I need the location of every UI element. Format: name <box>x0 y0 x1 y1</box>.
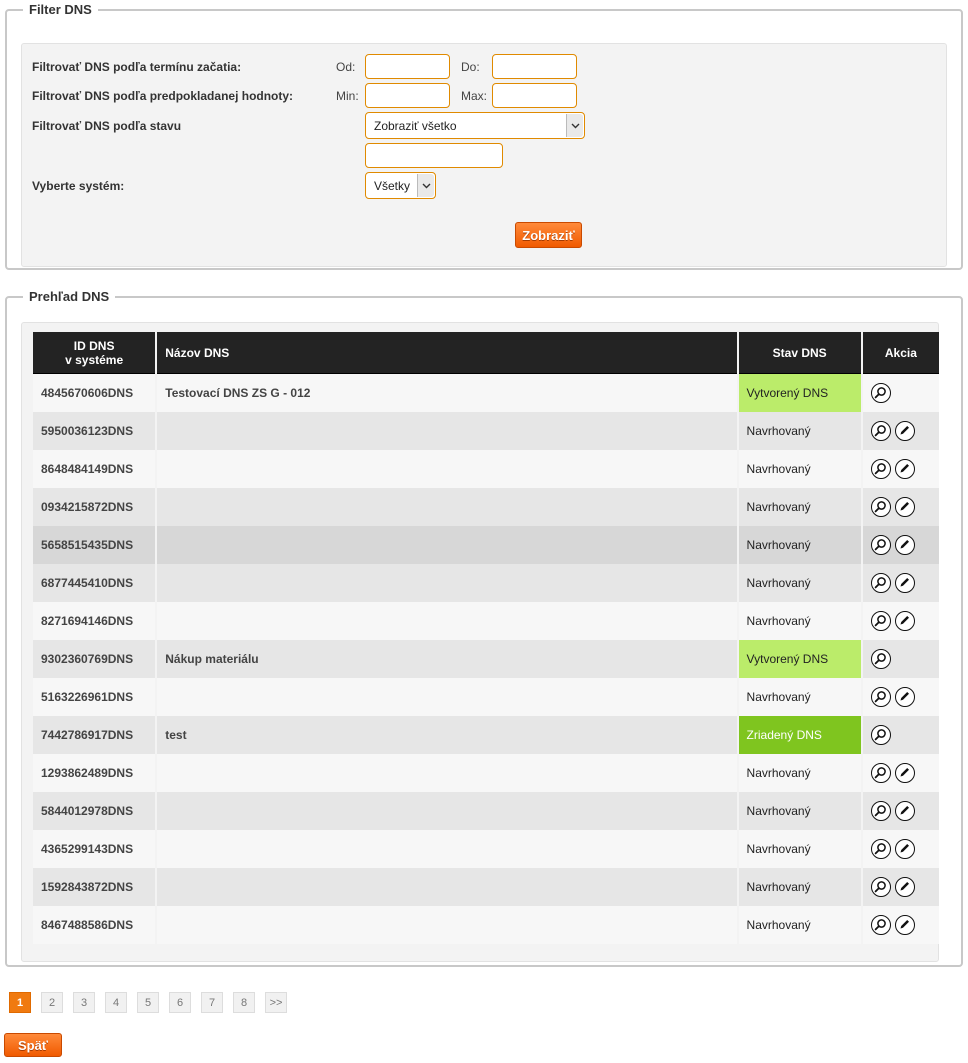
overview-panel <box>5 289 963 967</box>
column-header-state[interactable]: Stav DNS <box>739 332 861 374</box>
dns-id-cell: 9302360769DNS <box>33 640 155 678</box>
action-cell <box>863 716 939 754</box>
state-select[interactable] <box>365 112 585 139</box>
pencil-icon[interactable] <box>895 497 915 517</box>
magnifier-icon[interactable] <box>871 801 891 821</box>
table-row <box>33 792 939 830</box>
dns-table <box>31 332 941 944</box>
min-value-input[interactable] <box>365 83 450 108</box>
table-row <box>33 754 939 792</box>
action-cell <box>863 754 939 792</box>
dns-state-cell: Navrhovaný <box>739 792 861 830</box>
back-button[interactable]: Späť <box>4 1033 62 1057</box>
action-cell <box>863 640 939 678</box>
filter-value-label: Filtrovať DNS podľa predpokladanej hodnoty: <box>32 89 294 103</box>
page-1-link[interactable]: 1 <box>9 992 31 1013</box>
pencil-icon[interactable] <box>895 877 915 897</box>
overview-table-wrap <box>21 322 939 962</box>
dns-name-cell <box>157 754 736 792</box>
dns-name-cell <box>157 526 736 564</box>
filter-legend: Filter DNS <box>29 2 92 17</box>
action-cell <box>863 374 939 412</box>
dns-name-cell <box>157 602 736 640</box>
magnifier-icon[interactable] <box>871 725 891 745</box>
table-row <box>33 678 939 716</box>
magnifier-icon[interactable] <box>871 649 891 669</box>
dns-name-cell <box>157 488 736 526</box>
dns-id-cell: 5844012978DNS <box>33 792 155 830</box>
extra-filter-input[interactable] <box>365 143 503 168</box>
page-5-link[interactable]: 5 <box>137 992 159 1013</box>
dns-state-cell: Navrhovaný <box>739 412 861 450</box>
action-cell <box>863 412 939 450</box>
to-date-input[interactable] <box>492 54 577 79</box>
dns-state-cell: Navrhovaný <box>739 678 861 716</box>
magnifier-icon[interactable] <box>871 573 891 593</box>
page-2-link[interactable]: 2 <box>41 992 63 1013</box>
table-row <box>33 830 939 868</box>
next-page-link[interactable]: >> <box>265 992 287 1013</box>
page-6-link[interactable]: 6 <box>169 992 191 1013</box>
dns-id-cell: 1293862489DNS <box>33 754 155 792</box>
dns-id-cell: 6877445410DNS <box>33 564 155 602</box>
dns-name-cell <box>157 564 736 602</box>
dns-id-cell: 0934215872DNS <box>33 488 155 526</box>
dns-id-cell: 5950036123DNS <box>33 412 155 450</box>
action-cell <box>863 792 939 830</box>
action-cell <box>863 602 939 640</box>
page-7-link[interactable]: 7 <box>201 992 223 1013</box>
action-cell <box>863 564 939 602</box>
dns-id-cell: 7442786917DNS <box>33 716 155 754</box>
table-row <box>33 374 939 412</box>
dns-state-cell: Vytvorený DNS <box>739 640 861 678</box>
max-value-input[interactable] <box>492 83 577 108</box>
dns-state-cell: Navrhovaný <box>739 488 861 526</box>
dns-id-cell: 4365299143DNS <box>33 830 155 868</box>
dns-state-cell: Navrhovaný <box>739 450 861 488</box>
dns-state-cell: Navrhovaný <box>739 906 861 944</box>
magnifier-icon[interactable] <box>871 383 891 403</box>
table-row <box>33 906 939 944</box>
column-header-id[interactable] <box>33 332 155 374</box>
pencil-icon[interactable] <box>895 535 915 555</box>
magnifier-icon[interactable] <box>871 915 891 935</box>
dns-state-cell: Navrhovaný <box>739 602 861 640</box>
dns-name-cell: Nákup materiálu <box>157 640 736 678</box>
dns-state-cell: Vytvorený DNS <box>739 374 861 412</box>
dns-name-cell <box>157 868 736 906</box>
dns-name-cell <box>157 412 736 450</box>
column-header-action: Akcia <box>863 332 939 374</box>
dns-state-cell: Navrhovaný <box>739 526 861 564</box>
action-cell <box>863 678 939 716</box>
magnifier-icon[interactable] <box>871 421 891 441</box>
id-header-line2: v systéme <box>65 352 124 367</box>
pencil-icon[interactable] <box>895 915 915 935</box>
state-select-value: Zobraziť všetko <box>374 119 457 133</box>
magnifier-icon[interactable] <box>871 839 891 859</box>
to-label: Do: <box>461 60 480 74</box>
filter-state-label: Filtrovať DNS podľa stavu <box>32 119 182 133</box>
from-date-input[interactable] <box>365 54 450 79</box>
show-button[interactable]: Zobraziť <box>515 222 582 248</box>
pagination <box>9 992 287 1013</box>
from-label: Od: <box>336 60 356 74</box>
dns-id-cell: 8648484149DNS <box>33 450 155 488</box>
system-select-value: Všetky <box>374 179 411 193</box>
table-row <box>33 716 939 754</box>
table-row <box>33 412 939 450</box>
system-select[interactable] <box>365 172 436 199</box>
pencil-icon[interactable] <box>895 421 915 441</box>
id-header-line1: ID DNS <box>73 338 115 353</box>
pencil-icon[interactable] <box>895 611 915 631</box>
magnifier-icon[interactable] <box>871 497 891 517</box>
dns-id-cell: 1592843872DNS <box>33 868 155 906</box>
dns-id-cell: 8271694146DNS <box>33 602 155 640</box>
chevron-down-icon <box>417 174 434 197</box>
dns-state-cell: Navrhovaný <box>739 564 861 602</box>
system-label: Vyberte systém: <box>32 179 125 193</box>
chevron-down-icon <box>566 114 583 137</box>
dns-state-cell: Navrhovaný <box>739 754 861 792</box>
dns-state-cell: Zriadený DNS <box>739 716 861 754</box>
column-header-name[interactable]: Názov DNS <box>157 332 736 374</box>
table-header-row <box>33 332 939 374</box>
action-cell <box>863 488 939 526</box>
dns-id-cell: 5658515435DNS <box>33 526 155 564</box>
dns-name-cell <box>157 792 736 830</box>
table-row <box>33 450 939 488</box>
max-label: Max: <box>461 89 488 103</box>
action-cell <box>863 906 939 944</box>
magnifier-icon[interactable] <box>871 459 891 479</box>
pencil-icon[interactable] <box>895 573 915 593</box>
table-row <box>33 868 939 906</box>
dns-name-cell: Testovací DNS ZS G - 012 <box>157 374 736 412</box>
table-row <box>33 564 939 602</box>
dns-state-cell: Navrhovaný <box>739 830 861 868</box>
pencil-icon[interactable] <box>895 687 915 707</box>
dns-id-cell: 8467488586DNS <box>33 906 155 944</box>
action-cell <box>863 868 939 906</box>
action-cell <box>863 526 939 564</box>
pencil-icon[interactable] <box>895 459 915 479</box>
table-row <box>33 526 939 564</box>
page-3-link[interactable]: 3 <box>73 992 95 1013</box>
dns-state-cell: Navrhovaný <box>739 868 861 906</box>
table-row <box>33 602 939 640</box>
magnifier-icon[interactable] <box>871 687 891 707</box>
pencil-icon[interactable] <box>895 801 915 821</box>
dns-name-cell <box>157 906 736 944</box>
dns-name-cell <box>157 678 736 716</box>
page-4-link[interactable]: 4 <box>105 992 127 1013</box>
dns-name-cell <box>157 830 736 868</box>
overview-legend: Prehľad DNS <box>29 289 110 304</box>
magnifier-icon[interactable] <box>871 535 891 555</box>
action-cell <box>863 830 939 868</box>
dns-name-cell <box>157 450 736 488</box>
table-row <box>33 640 939 678</box>
action-cell <box>863 450 939 488</box>
magnifier-icon[interactable] <box>871 877 891 897</box>
min-label: Min: <box>336 89 359 103</box>
page-8-link[interactable]: 8 <box>233 992 255 1013</box>
filter-panel <box>5 2 963 270</box>
pencil-icon[interactable] <box>895 763 915 783</box>
dns-id-cell: 5163226961DNS <box>33 678 155 716</box>
magnifier-icon[interactable] <box>871 763 891 783</box>
pencil-icon[interactable] <box>895 839 915 859</box>
dns-id-cell: 4845670606DNS <box>33 374 155 412</box>
dns-name-cell: test <box>157 716 736 754</box>
filter-form <box>21 43 947 267</box>
magnifier-icon[interactable] <box>871 611 891 631</box>
filter-start-date-label: Filtrovať DNS podľa termínu začatia: <box>32 60 242 74</box>
table-row <box>33 488 939 526</box>
